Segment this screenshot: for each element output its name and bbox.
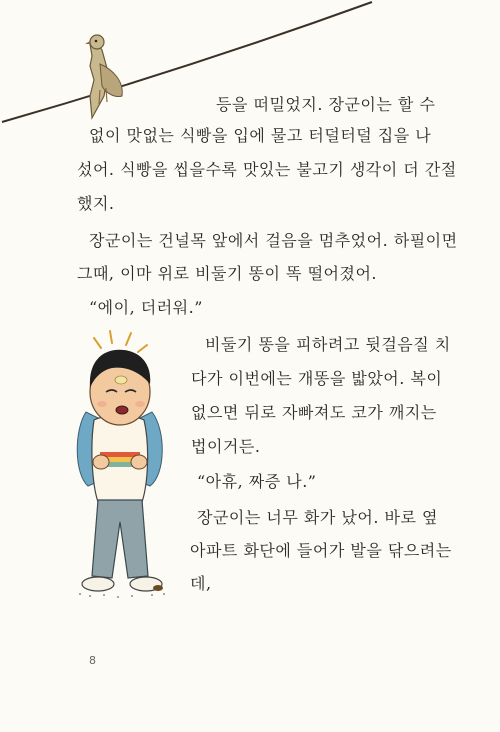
text-line: 그때, 이마 위로 비둘기 똥이 똑 떨어졌어. [77, 264, 377, 283]
text-line: 섰어. 식빵을 씹을수록 맛있는 불고기 생각이 더 간절 [77, 160, 457, 179]
text-line: 장군이는 건널목 앞에서 걸음을 멈추었어. 하필이면 [89, 231, 458, 250]
text-line: 아파트 화단에 들어가 발을 닦으려는 [190, 541, 452, 560]
text-line: 없이 맛없는 식빵을 입에 물고 터덜터덜 집을 나 [89, 126, 432, 145]
text-line: 비둘기 똥을 피하려고 뒷걸음질 치 [205, 335, 451, 354]
text-line: 법이거든. [191, 437, 261, 456]
dialogue-line: “아휴, 짜증 나.” [197, 472, 317, 491]
text-line: 등을 떠밀었지. 장군이는 할 수 [216, 95, 436, 114]
page-number: 8 [89, 654, 96, 667]
text-line: 다가 이번에는 개똥을 밟았어. 복이 [191, 369, 443, 388]
boy-illustration [77, 331, 165, 598]
dialogue-line: “에이, 더러워.” [89, 298, 203, 317]
text-line: 장군이는 너무 화가 났어. 바로 옆 [197, 508, 438, 527]
text-line: 했지. [77, 194, 115, 213]
text-line: 데, [190, 574, 212, 593]
pigeon-illustration [85, 35, 122, 118]
text-line: 없으면 뒤로 자빠져도 코가 깨지는 [191, 403, 437, 422]
